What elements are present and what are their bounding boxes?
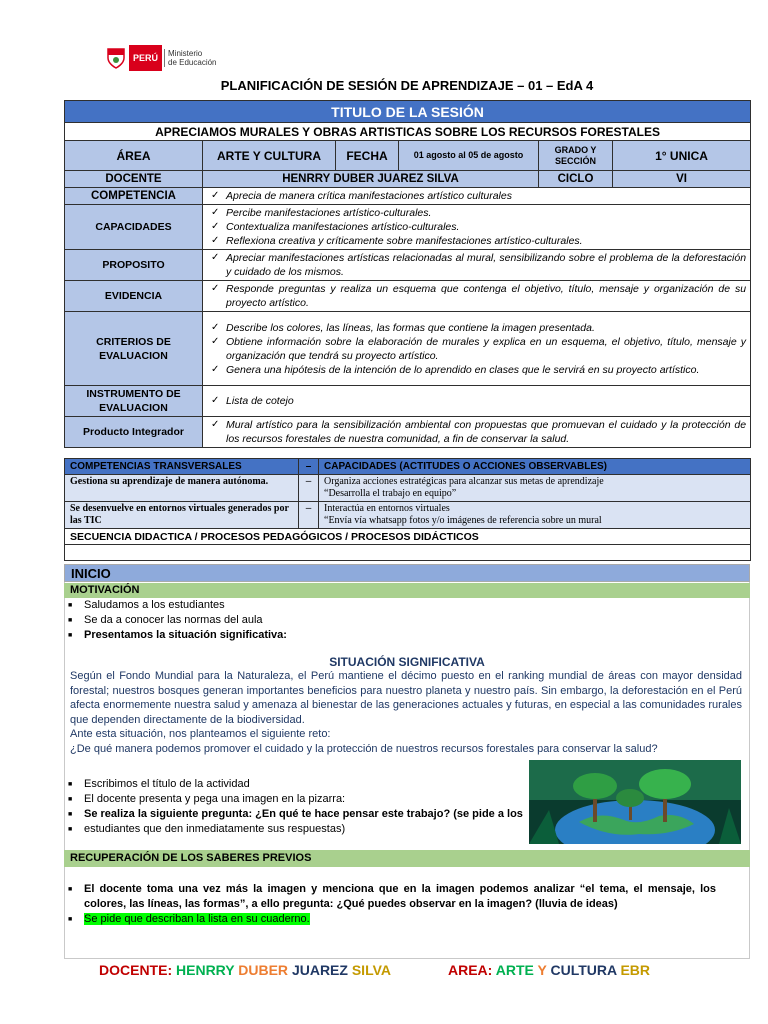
list-item: ■ estudiantes que den inmediatamente sus respuestas) [66,822,528,837]
list-item: ✓ Lista de cotejo [209,394,746,408]
transversal-cap: Organiza acciones estratégicas para alcanzar sus metas de aprendizaje “Desarrolla el trabajo en equipo” [319,475,751,502]
competencia-label: COMPETENCIA [65,188,203,205]
session-header: TITULO DE LA SESIÓN [65,101,751,123]
transversal-comp: Gestiona su aprendizaje de manera autónoma. [65,475,299,502]
list-item: ✓ Percibe manifestaciones artístico-culturales. [209,206,746,220]
area-label: ÁREA [65,141,203,171]
recuperacion-header: RECUPERACIÓN DE LOS SABERES PREVIOS [64,850,750,867]
criterios-label: CRITERIOS DE EVALUACION [65,312,203,386]
list-item: ■ El docente toma una vez más la imagen y menciona que en la imagen podemos analizar “el tema, el mensaje, los colores, las líneas, las formas”, a ello pregunta: ¿Qué puedes observar en la imagen? (lluvia de ideas) [66,882,716,912]
list-item: ✓ Contextualiza manifestaciones artístico-culturales. [209,220,746,234]
session-table [64,100,751,448]
capacidades-header: CAPACIDADES (ACTITUDES O ACCIONES OBSERVABLES) [319,459,751,475]
inicio-header: INICIO [64,564,750,582]
date-label: FECHA [336,141,399,171]
situation-text: Según el Fondo Mundial para la Naturaleza, el Perú mantiene el décimo puesto en el ranking mundial de áreas con mayor densidad forestal; nuestros bosques generan importantes beneficios para nuestro planeta y nuestro país. Sin embargo, la deforestación en el Perú afecta enormemente nuestra salud y amenaza al bienestar de las generaciones actuales y futuras, en especial a las comunidades rurales que dependen directamente de la biodiversidad. Ante esta situación, nos planteamos el siguiente reto: ¿De qué manera podemos promover el cuidado y la protección de nuestros recursos forestales para conservar la salud? [70,670,742,755]
teacher-value: HENRRY DUBER JUAREZ SILVA [203,171,539,188]
list-item: ■ Saludamos a los estudiantes [66,598,287,613]
grade-value: 1° UNICA [613,141,751,171]
list-item: ✓ Obtiene información sobre la elaboración de murales y explica en un esquema, el objetivo, título, mensaje y organización que tendrá su proyecto artístico. [209,335,746,363]
capacidades-label: CAPACIDADES [65,205,203,250]
list-item: ■ Se pide que describan la lista en su cuaderno. [66,912,716,927]
teacher-label: DOCENTE [65,171,203,188]
recuperacion-list [66,882,716,927]
logo-brand: PERÚ [129,45,162,71]
dash: – [299,502,319,529]
activity-list [66,777,528,837]
list-item: ✓ Apreciar manifestaciones artísticas relacionadas al mural, sensibilizando sobre el problema de la deforestación y cuidado de los mismos. [209,251,746,279]
session-title: APRECIAMOS MURALES Y OBRAS ARTISTICAS SOBRE LOS RECURSOS FORESTALES [65,123,751,141]
minedu-logo [106,45,217,71]
list-item: ✓ Aprecia de manera crítica manifestaciones artístico culturales [209,189,746,203]
page-title: PLANIFICACIÓN DE SESIÓN DE APRENDIZAJE – 01 – EdA 4 [220,78,594,93]
list-item: ■ Presentamos la situación significativa: [66,628,287,643]
blank-row [65,545,751,561]
list-item: ✓ Genera una hipótesis de la intención de lo aprendido en clases que le servirá en su proyecto artístico. [209,363,746,377]
sequence-header: SECUENCIA DIDACTICA / PROCESOS PEDAGÓGICOS / PROCESOS DIDÁCTICOS [65,529,751,545]
transversal-comp: Se desenvuelve en entornos virtuales generados por las TIC [65,502,299,529]
earth-forest-image [529,760,741,844]
date-value: 01 agosto al 05 de agosto [399,141,539,171]
transversal-table [64,458,751,561]
transversal-header: COMPETENCIAS TRANSVERSALES [65,459,299,475]
area-value: ARTE Y CULTURA [203,141,336,171]
list-item: ■ Escribimos el título de la actividad [66,777,528,792]
logo-ministry: Ministerio de Educación [164,49,216,67]
grade-label: GRADO Y SECCIÓN [539,141,613,171]
footer-area: AREA: ARTE Y CULTURA EBR [448,962,651,978]
situation-title: SITUACIÓN SIGNIFICATIVA [329,655,485,669]
list-item: ✓ Describe los colores, las líneas, las formas que contiene la imagen presentada. [209,321,746,335]
list-item: ■ Se da a conocer las normas del aula [66,613,287,628]
transversal-cap: Interactúa en entornos virtuales “Envía vía whatsapp fotos y/o imágenes de referencia sobre un mural [319,502,751,529]
proposito-label: PROPOSITO [65,250,203,281]
evidencia-label: EVIDENCIA [65,281,203,312]
instrumento-label: INSTRUMENTO DE EVALUACION [65,386,203,417]
producto-label: Producto Integrador [65,417,203,448]
motivacion-header: MOTIVACIÓN [64,583,750,598]
list-item: ■ Se realiza la siguiente pregunta: ¿En qué te hace pensar este trabajo? (se pide a los [66,807,528,822]
cycle-value: VI [613,171,751,188]
motivation-list [66,598,287,643]
dash: – [299,475,319,502]
cycle-label: CICLO [539,171,613,188]
footer-teacher: DOCENTE: HENRRY DUBER JUAREZ SILVA [99,962,391,978]
list-item: ✓ Reflexiona creativa y críticamente sobre manifestaciones artístico-culturales. [209,234,746,248]
list-item: ■ El docente presenta y pega una imagen en la pizarra: [66,792,528,807]
dash-header: – [299,459,319,475]
list-item: ✓ Responde preguntas y realiza un esquema que contenga el objetivo, título, mensaje y organización de su proyecto artístico. [209,282,746,310]
list-item: ✓ Mural artístico para la sensibilización ambiental con propuestas que promuevan el cuidado y la protección de los recursos forestales de nuestra comunidad, a fin de conservar la salud. [209,418,746,446]
peru-shield-icon [106,47,126,69]
